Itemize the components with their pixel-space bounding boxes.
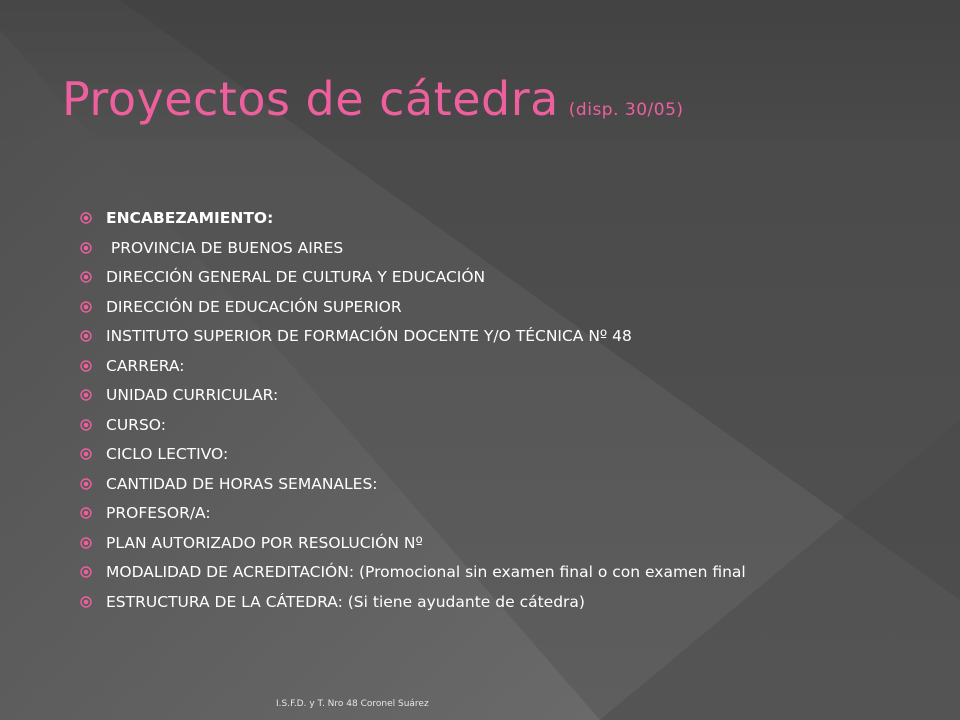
- bullet-text: DIRECCIÓN GENERAL DE CULTURA Y EDUCACIÓN: [106, 268, 486, 286]
- bullet-item: [80, 503, 850, 523]
- target-bullet-icon: [80, 389, 92, 401]
- bullet-text: PROVINCIA DE BUENOS AIRES: [106, 238, 344, 257]
- bullet-item: [80, 208, 850, 228]
- bullet-text: CARRERA:: [106, 356, 185, 375]
- target-bullet-icon: [80, 212, 92, 224]
- bullet-text: DIRECCIÓN DE EDUCACIÓN SUPERIOR: [106, 297, 402, 316]
- target-bullet-icon: [80, 330, 92, 342]
- bullet-text: CANTIDAD DE HORAS SEMANALES:: [106, 474, 378, 493]
- bullet-text: INSTITUTO SUPERIOR DE FORMACIÓN DOCENTE Y/O TÉCNICA Nº 48: [106, 327, 632, 345]
- bullet-item: [80, 444, 850, 464]
- bullet-list: [80, 208, 850, 621]
- bullet-item: [80, 592, 850, 612]
- bullet-text: MODALIDAD DE ACREDITACIÓN: (Promocional sin examen final o con examen final: [106, 563, 746, 581]
- bullet-item: [80, 562, 850, 582]
- target-bullet-icon: [80, 360, 92, 372]
- target-bullet-icon: [80, 507, 92, 519]
- target-bullet-icon: [80, 596, 92, 608]
- bullet-text: PROFESOR/A:: [106, 504, 211, 522]
- target-bullet-icon: [80, 566, 92, 578]
- bullet-text: CURSO:: [106, 415, 166, 434]
- target-bullet-icon: [80, 478, 92, 490]
- bullet-item: [80, 297, 850, 317]
- bullet-item: [80, 267, 850, 287]
- bullet-text: ESTRUCTURA DE LA CÁTEDRA: (Si tiene ayudante de cátedra): [106, 592, 585, 611]
- bullet-item: [80, 326, 850, 346]
- bullet-item: [80, 415, 850, 435]
- title-main: Proyectos de cátedra: [62, 72, 559, 126]
- bullet-item: [80, 238, 850, 258]
- bullet-item: [80, 356, 850, 376]
- bullet-text: PLAN AUTORIZADO POR RESOLUCIÓN Nº: [106, 533, 423, 552]
- target-bullet-icon: [80, 448, 92, 460]
- slide-title: [62, 72, 684, 126]
- target-bullet-icon: [80, 242, 92, 254]
- bullet-text: UNIDAD CURRICULAR:: [106, 386, 279, 404]
- target-bullet-icon: [80, 271, 92, 283]
- target-bullet-icon: [80, 419, 92, 431]
- bullet-item: [80, 385, 850, 405]
- bullet-item: [80, 474, 850, 494]
- slide-footer: I.S.F.D. y T. Nro 48 Coronel Suárez: [276, 699, 429, 709]
- target-bullet-icon: [80, 537, 92, 549]
- bullet-text: ENCABEZAMIENTO:: [106, 209, 274, 227]
- bullet-text: CICLO LECTIVO:: [106, 445, 229, 463]
- target-bullet-icon: [80, 301, 92, 313]
- bullet-item: [80, 533, 850, 553]
- title-subtitle: (disp. 30/05): [568, 100, 684, 120]
